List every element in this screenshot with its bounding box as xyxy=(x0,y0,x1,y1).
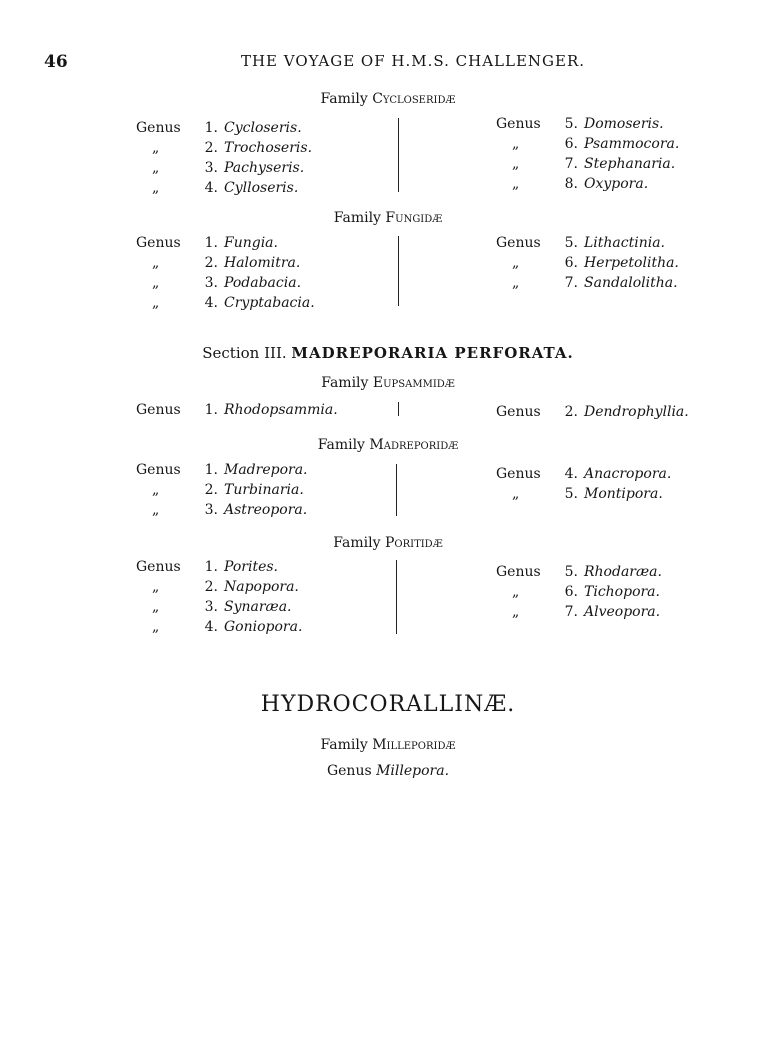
genus-row xyxy=(136,273,315,293)
section-prefix: Section III. xyxy=(202,344,287,362)
genus-list-left xyxy=(136,118,312,198)
genus-number: 3. xyxy=(204,160,218,176)
family-title-poritidae xyxy=(0,535,776,551)
genus-name: Dendrophyllia. xyxy=(584,404,689,420)
genus-number: 1. xyxy=(204,559,218,575)
genus-name: Tichopora. xyxy=(584,584,660,600)
ditto-mark: „ xyxy=(512,486,520,502)
column-divider xyxy=(396,464,397,516)
genus-list-right xyxy=(496,233,679,293)
ditto-mark: „ xyxy=(152,140,160,156)
genus-list-left xyxy=(136,400,338,420)
genus-name: Cryptabacia. xyxy=(224,295,315,311)
genus-list-right xyxy=(496,464,671,504)
genus-number: 6. xyxy=(564,136,578,152)
ditto-mark: „ xyxy=(152,180,160,196)
family-name: Fungidæ xyxy=(385,210,443,226)
genus-number: 7. xyxy=(564,156,578,172)
genus-row xyxy=(496,602,662,622)
genus-name: Stephanaria. xyxy=(584,156,676,172)
genus-number: 1. xyxy=(204,120,218,136)
genus-word: Genus xyxy=(136,462,181,478)
ditto-mark: „ xyxy=(152,502,160,518)
genus-number: 3. xyxy=(204,275,218,291)
running-head: THE VOYAGE OF H.M.S. CHALLENGER. xyxy=(240,52,586,70)
family-title-milleporidae xyxy=(0,737,776,753)
genus-row xyxy=(496,402,689,422)
genus-number: 1. xyxy=(204,402,218,418)
genus-number: 2. xyxy=(204,255,218,271)
genus-number: 5. xyxy=(564,564,578,580)
genus-row xyxy=(496,464,671,484)
ditto-mark: „ xyxy=(512,176,520,192)
ditto-mark: „ xyxy=(152,579,160,595)
genus-word: Genus xyxy=(496,235,541,251)
genus-word: Genus xyxy=(496,116,541,132)
genus-name: Domoseris. xyxy=(584,116,664,132)
genus-name: Rhodaræa. xyxy=(584,564,662,580)
genus-number: 1. xyxy=(204,235,218,251)
genus-name: Montipora. xyxy=(584,486,663,502)
genus-number: 4. xyxy=(204,619,218,635)
genus-number: 2. xyxy=(204,482,218,498)
ditto-mark: „ xyxy=(152,295,160,311)
genus-number: 6. xyxy=(564,584,578,600)
genus-number: 3. xyxy=(204,502,218,518)
genus-name: Astreopora. xyxy=(224,502,308,518)
genus-row xyxy=(496,253,679,273)
genus-list-left xyxy=(136,460,308,520)
genus-name: Cylloseris. xyxy=(224,180,299,196)
ditto-mark: „ xyxy=(152,160,160,176)
genus-name: Herpetolitha. xyxy=(584,255,679,271)
genus-number: 2. xyxy=(564,404,578,420)
genus-name: Halomitra. xyxy=(224,255,301,271)
genus-number: 1. xyxy=(204,462,218,478)
genus-row xyxy=(496,273,679,293)
genus-number: 4. xyxy=(204,180,218,196)
family-name: Cycloseridæ xyxy=(372,91,456,107)
family-name: Eupsammidæ xyxy=(372,375,455,391)
genus-name: Cycloseris. xyxy=(224,120,302,136)
genus-row xyxy=(136,577,302,597)
family-title-eupsammidae xyxy=(0,375,776,391)
genus-number: 4. xyxy=(204,295,218,311)
genus-list-left xyxy=(136,233,315,313)
genus-name: Trochoseris. xyxy=(224,140,313,156)
family-word: Family xyxy=(317,437,365,453)
genus-number: 7. xyxy=(564,604,578,620)
ditto-mark: „ xyxy=(152,255,160,271)
column-divider xyxy=(396,560,397,634)
genus-number: 5. xyxy=(564,486,578,502)
page-number: 46 xyxy=(44,52,68,72)
genus-row xyxy=(136,233,315,253)
genus-number: 2. xyxy=(204,140,218,156)
genus-row xyxy=(136,400,338,420)
genus-number: 5. xyxy=(564,235,578,251)
genus-row xyxy=(136,138,312,158)
genus-row xyxy=(136,178,312,198)
ditto-mark: „ xyxy=(512,255,520,271)
genus-name: Napopora. xyxy=(224,579,299,595)
ditto-mark: „ xyxy=(512,275,520,291)
genus-name: Podabacia. xyxy=(224,275,302,291)
genus-name: Anacropora. xyxy=(584,466,672,482)
genus-list-left xyxy=(136,557,302,637)
family-word: Family xyxy=(320,91,368,107)
genus-row xyxy=(496,562,662,582)
section-head xyxy=(0,344,776,362)
genus-word: Genus xyxy=(136,559,181,575)
genus-row xyxy=(496,233,679,253)
genus-row xyxy=(136,597,302,617)
genus-name: Lithactinia. xyxy=(584,235,665,251)
genus-row xyxy=(136,500,308,520)
genus-name: Turbinaria. xyxy=(224,482,304,498)
genus-list-right xyxy=(496,402,689,422)
family-title-fungidae xyxy=(0,210,776,226)
ditto-mark: „ xyxy=(512,604,520,620)
genus-name: Fungia. xyxy=(224,235,278,251)
genus-word: Genus xyxy=(326,763,372,779)
genus-name: Sandalolitha. xyxy=(584,275,678,291)
genus-name: Synaræa. xyxy=(224,599,292,615)
genus-row xyxy=(136,617,302,637)
genus-number: 2. xyxy=(204,579,218,595)
ditto-mark: „ xyxy=(152,599,160,615)
genus-name: Millepora. xyxy=(376,763,450,779)
family-name: Poritidæ xyxy=(384,535,443,551)
genus-name: Pachyseris. xyxy=(224,160,305,176)
genus-name: Madrepora. xyxy=(224,462,308,478)
genus-row xyxy=(496,174,679,194)
genus-list-right xyxy=(496,562,662,622)
ditto-mark: „ xyxy=(512,136,520,152)
genus-number: 6. xyxy=(564,255,578,271)
genus-name: Alveopora. xyxy=(584,604,661,620)
genus-number: 8. xyxy=(564,176,578,192)
genus-name: Oxypora. xyxy=(584,176,649,192)
ditto-mark: „ xyxy=(512,584,520,600)
genus-name: Porites. xyxy=(224,559,278,575)
genus-number: 4. xyxy=(564,466,578,482)
genus-row xyxy=(136,293,315,313)
genus-name: Psammocora. xyxy=(584,136,680,152)
ditto-mark: „ xyxy=(152,275,160,291)
genus-row xyxy=(136,460,308,480)
ditto-mark: „ xyxy=(512,156,520,172)
genus-name: Rhodopsammia. xyxy=(224,402,338,418)
genus-millepora xyxy=(0,763,776,779)
genus-row xyxy=(496,582,662,602)
family-word: Family xyxy=(320,737,368,753)
genus-word: Genus xyxy=(496,404,541,420)
genus-word: Genus xyxy=(136,120,181,136)
family-name: Milleporidæ xyxy=(372,737,456,753)
genus-row xyxy=(496,484,671,504)
family-name: Madreporidæ xyxy=(369,437,459,453)
family-word: Family xyxy=(321,375,369,391)
column-divider xyxy=(398,118,399,192)
genus-word: Genus xyxy=(136,402,181,418)
genus-row xyxy=(136,557,302,577)
genus-list-right xyxy=(496,114,679,194)
ditto-mark: „ xyxy=(152,482,160,498)
column-divider xyxy=(398,236,399,306)
family-word: Family xyxy=(333,535,381,551)
genus-row xyxy=(496,134,679,154)
genus-row xyxy=(136,118,312,138)
genus-name: Goniopora. xyxy=(224,619,303,635)
genus-word: Genus xyxy=(496,466,541,482)
genus-row xyxy=(136,253,315,273)
hydrocorallinae-heading: HYDROCORALLINÆ. xyxy=(260,692,516,717)
genus-word: Genus xyxy=(496,564,541,580)
genus-row xyxy=(496,114,679,134)
family-word: Family xyxy=(333,210,381,226)
genus-number: 3. xyxy=(204,599,218,615)
family-title-cycloseridae xyxy=(0,91,776,107)
genus-row xyxy=(136,480,308,500)
section-title: MADREPORARIA PERFORATA. xyxy=(291,344,574,362)
genus-row xyxy=(136,158,312,178)
genus-word: Genus xyxy=(136,235,181,251)
genus-row xyxy=(496,154,679,174)
family-title-madreporidae xyxy=(0,437,776,453)
ditto-mark: „ xyxy=(152,619,160,635)
genus-number: 5. xyxy=(564,116,578,132)
column-divider xyxy=(398,402,399,416)
genus-number: 7. xyxy=(564,275,578,291)
